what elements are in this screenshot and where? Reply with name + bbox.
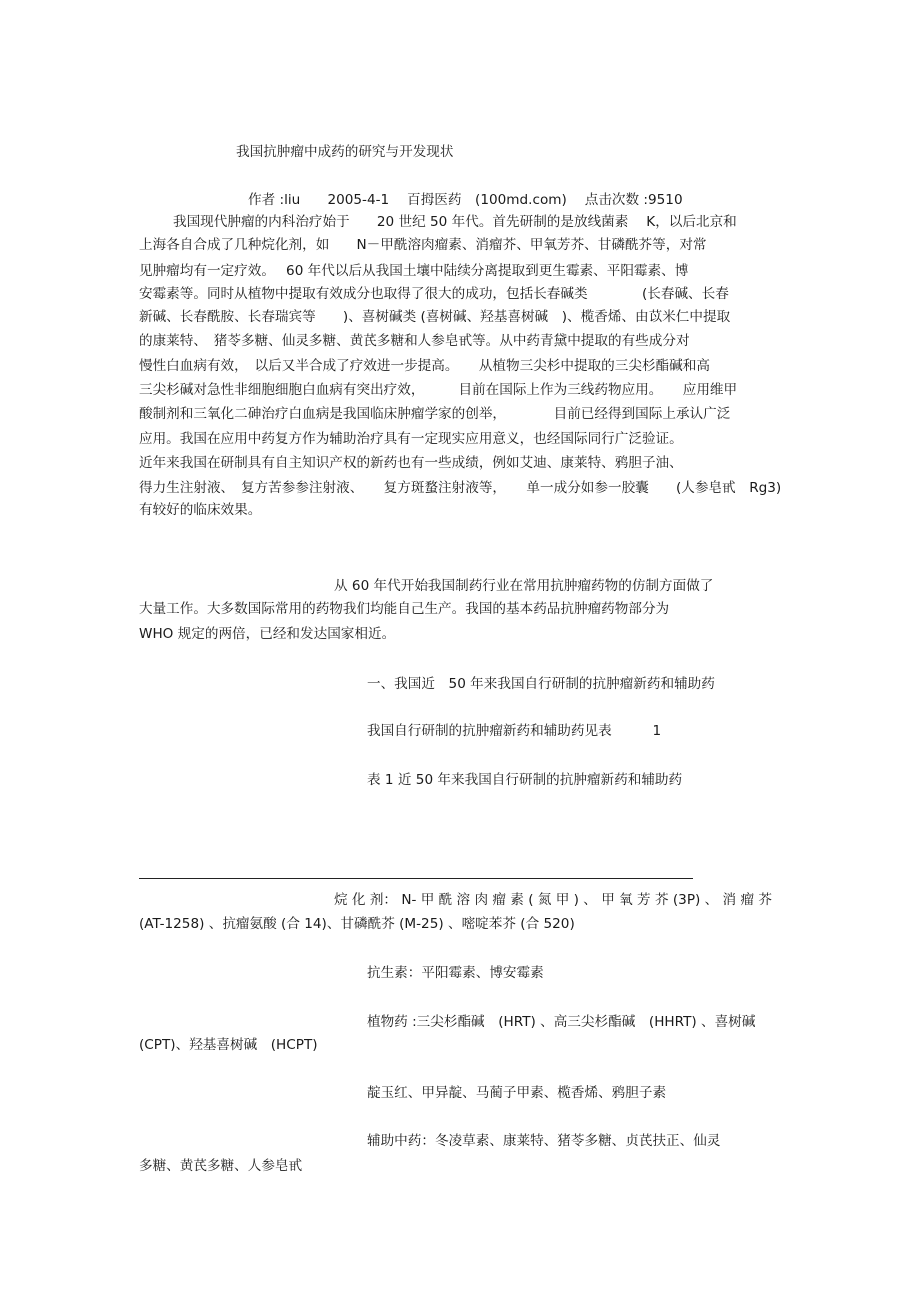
entry-tcm: 辅助中药：冬凌草素、康莱特、猪苓多糖、贞芪扶正、仙灵: [367, 1133, 721, 1149]
paragraph-line: 见肿瘤均有一定疗效。 60 年代以后从我国土壤中陆续分离提取到更生霉素、平阳霉素、博: [139, 263, 689, 279]
paragraph-line: 的康莱特、 猪苓多糖、仙灵多糖、黄芪多糖和人参皂甙等。从中药青黛中提取的有些成分对: [139, 333, 690, 349]
paragraph-line: 从 60 年代开始我国制药行业在常用抗肿瘤药物的仿制方面做了: [334, 578, 714, 594]
entry-plant-drugs-cont: (CPT)、羟基喜树碱 (HCPT): [139, 1037, 318, 1053]
section-heading: 一、我国近 50 年来我国自行研制的抗肿瘤新药和辅助药: [367, 676, 715, 692]
table-reference: 我国自行研制的抗肿瘤新药和辅助药见表 1: [367, 723, 662, 739]
entry-antibiotics: 抗生素：平阳霉素、博安霉素: [367, 965, 544, 981]
entry-alkylating-cont: (AT-1258) 、抗瘤氨酸 (合 14)、甘磷酰芥 (M-25) 、嘧啶苯芥 (合 520): [139, 916, 575, 932]
meta-line: 作者 :liu 2005-4-1 百拇医药 (100md.com) 点击次数 :9510: [248, 192, 683, 208]
paragraph-line: 酸制剂和三氧化二砷治疗白血病是我国临床肿瘤学家的创举， 目前已经得到国际上承认广泛: [139, 406, 731, 422]
table-caption: 表 1 近 50 年来我国自行研制的抗肿瘤新药和辅助药: [367, 772, 683, 788]
document-title: 我国抗肿瘤中成药的研究与开发现状: [236, 144, 454, 160]
paragraph-line: 安霉素等。同时从植物中提取有效成分也取得了很大的成功，包括长春碱类 (长春碱、长春: [139, 286, 729, 302]
paragraph-line: 我国现代肿瘤的内科治疗始于 20 世纪 50 年代。首先研制的是放线菌素 K，以后北京和: [173, 214, 737, 230]
paragraph-line: 上海各自合成了几种烷化剂，如 N－甲酰溶肉瘤素、消瘤芥、甲氧芳芥、甘磷酰芥等，对常: [139, 237, 707, 253]
paragraph-line: 三尖杉碱对急性非细胞细胞白血病有突出疗效， 目前在国际上作为三线药物应用。 应用维甲: [139, 382, 738, 398]
entry-tcm-cont: 多糖、黄芪多糖、人参皂甙: [139, 1158, 303, 1174]
entry-plant-drugs: 植物药 :三尖杉酯碱 (HRT) 、高三尖杉酯碱 (HHRT) 、喜树碱: [367, 1014, 756, 1030]
paragraph-line: 近年来我国在研制具有自主知识产权的新药也有一些成绩，例如艾迪、康莱特、鸦胆子油、: [139, 455, 683, 471]
paragraph-line: 新碱、长春酰胺、长春瑞宾等 )、喜树碱类 (喜树碱、羟基喜树碱 )、榄香烯、由苡米仁中提取: [139, 309, 731, 325]
paragraph-line: 得力生注射液、 复方苦参参注射液、 复方斑蝥注射液等， 单一成分如参一胶囊 (人参皂甙 Rg3): [139, 480, 782, 496]
paragraph-line: 慢性白血病有效， 以后又半合成了疗效进一步提高。 从植物三尖杉中提取的三尖杉酯碱和高: [139, 358, 710, 374]
table-divider: [139, 878, 693, 879]
entry-alkylating: 烷 化 剂： N- 甲 酰 溶 肉 瘤 素 ( 氮 甲 ) 、 甲 氧 芳 芥 (3P) 、 消 瘤 芥: [334, 892, 772, 908]
entry-other-drugs: 靛玉红、甲异靛、马蔺子甲素、榄香烯、鸦胆子素: [367, 1085, 667, 1101]
paragraph-line: 有较好的临床效果。: [139, 502, 262, 518]
paragraph-line: 大量工作。大多数国际常用的药物我们均能自己生产。我国的基本药品抗肿瘤药物部分为: [139, 601, 670, 617]
paragraph-line: WHO 规定的两倍，已经和发达国家相近。: [139, 626, 396, 642]
paragraph-line: 应用。我国在应用中药复方作为辅助治疗具有一定现实应用意义，也经国际同行广泛验证。: [139, 431, 683, 447]
